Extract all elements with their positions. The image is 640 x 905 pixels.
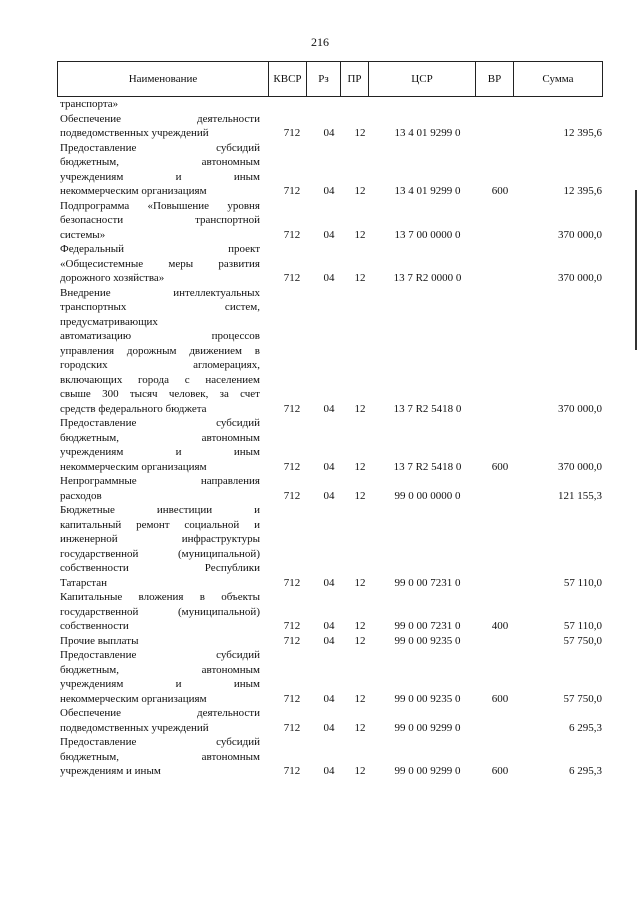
row-csr: 99 0 00 7231 0: [394, 576, 461, 589]
row-name-line: собственности Республики: [60, 562, 260, 574]
row-sum: 57 110,0: [563, 620, 602, 632]
table-header: [57, 61, 603, 97]
row-kvsr: 712: [283, 620, 301, 632]
row-sum: 57 750,0: [563, 692, 602, 705]
row-kvsr: 712: [283, 402, 301, 415]
row-csr: 13 7 R2 5418 0: [393, 402, 462, 415]
row-csr: 99 0 00 0000 0: [394, 489, 461, 502]
row-rz: 04: [323, 228, 335, 241]
table-row: [60, 199, 602, 243]
row-pr: 12: [354, 228, 366, 241]
row-name-line: учреждениям и иным: [60, 765, 161, 777]
row-kvsr: 712: [283, 228, 301, 241]
row-pr: 12: [354, 692, 366, 705]
row-csr: 99 0 00 9235 0: [394, 634, 461, 647]
row-name: [60, 706, 264, 735]
row-name-line: управления дорожным движением в: [60, 344, 260, 357]
row-name: [60, 634, 264, 649]
row-name-line: предусматривающих: [60, 315, 158, 328]
row-name: [60, 286, 264, 417]
row-vr: 400: [491, 620, 509, 632]
row-sum: 370 000,0: [558, 272, 602, 284]
row-name: [60, 199, 264, 243]
row-name-line: учреждениям и иным: [60, 446, 260, 458]
row-sum: 6 295,3: [569, 721, 602, 734]
row-pr: 12: [354, 620, 366, 632]
row-name-line: подведомственных учреждений: [60, 127, 209, 139]
row-name-line: расходов: [60, 489, 102, 502]
row-rz: 04: [323, 460, 335, 473]
row-name-line: Предоставление субсидий: [60, 141, 260, 154]
row-csr: 13 7 R2 5418 0: [393, 460, 462, 473]
table-row: [60, 97, 602, 112]
row-name-line: Бюджетные инвестиции и: [60, 504, 260, 516]
header-kvsr: КВСР: [268, 62, 306, 96]
row-name: [60, 590, 264, 634]
row-pr: 12: [354, 489, 366, 502]
row-name-line: безопасности транспортной: [60, 214, 260, 226]
table-row: [60, 735, 602, 779]
row-name-line: бюджетным, автономным: [60, 663, 260, 676]
row-vr: 600: [491, 765, 509, 777]
row-name-line: некоммерческим организациям: [60, 692, 207, 705]
row-pr: 12: [354, 185, 366, 197]
row-csr: 99 0 00 9299 0: [394, 721, 461, 734]
row-name-line: свыше 300 тысяч человек, за счет: [60, 388, 260, 400]
row-pr: 12: [354, 127, 366, 139]
row-vr: 600: [491, 185, 509, 197]
row-kvsr: 712: [283, 765, 301, 777]
row-rz: 04: [323, 185, 335, 197]
table-body: [60, 97, 602, 779]
row-vr: 600: [491, 460, 509, 473]
row-name: [60, 503, 264, 590]
row-name-line: учреждениям и иным: [60, 170, 260, 183]
table-row: [60, 112, 602, 141]
header-name: Наименование: [128, 73, 198, 85]
row-name-line: городских агломерациях,: [60, 359, 260, 371]
row-name-line: автоматизацию процессов: [60, 330, 260, 342]
row-pr: 12: [354, 576, 366, 589]
row-name-line: дорожного хозяйства»: [60, 272, 165, 284]
row-name: [60, 735, 264, 779]
row-name-line: бюджетным, автономным: [60, 431, 260, 444]
row-name-line: бюджетным, автономным: [60, 750, 260, 763]
row-kvsr: 712: [283, 576, 301, 589]
row-name: [60, 242, 264, 286]
row-name-line: транспорта»: [60, 98, 119, 110]
table-row: [60, 286, 602, 417]
row-name-line: средств федерального бюджета: [60, 402, 207, 415]
row-pr: 12: [354, 402, 366, 415]
row-kvsr: 712: [283, 721, 301, 734]
row-csr: 13 4 01 9299 0: [394, 185, 461, 197]
row-name-line: Предоставление субсидий: [60, 417, 260, 429]
row-name-line: Предоставление субсидий: [60, 736, 260, 748]
row-sum: 370 000,0: [558, 402, 602, 415]
row-rz: 04: [323, 634, 335, 647]
row-rz: 04: [323, 272, 335, 284]
row-pr: 12: [354, 272, 366, 284]
row-name-line: Обеспечение деятельности: [60, 707, 260, 719]
row-kvsr: 712: [283, 185, 301, 197]
row-kvsr: 712: [283, 460, 301, 473]
table-row: [60, 634, 602, 649]
page-number: 216: [311, 35, 329, 49]
row-csr: 99 0 00 9299 0: [394, 765, 461, 777]
table-row: [60, 242, 602, 286]
row-sum: 57 110,0: [563, 576, 602, 589]
row-name-line: Предоставление субсидий: [60, 649, 260, 661]
row-name-line: Подпрограмма «Повышение уровня: [60, 199, 260, 212]
row-pr: 12: [354, 460, 366, 473]
row-name-line: «Общесистемные меры развития: [60, 257, 260, 270]
row-kvsr: 712: [283, 634, 301, 647]
table-row: [60, 648, 602, 706]
row-name: [60, 97, 264, 112]
header-pr: ПР: [340, 62, 368, 96]
row-rz: 04: [323, 402, 335, 415]
table-row: [60, 706, 602, 735]
row-rz: 04: [323, 721, 335, 734]
row-kvsr: 712: [283, 489, 301, 502]
row-sum: 370 000,0: [558, 228, 602, 241]
row-rz: 04: [323, 489, 335, 502]
row-name: [60, 416, 264, 474]
row-sum: 57 750,0: [563, 634, 602, 647]
row-csr: 13 7 R2 0000 0: [393, 272, 462, 284]
row-name: [60, 474, 264, 503]
row-name: [60, 141, 264, 199]
row-vr: 600: [491, 692, 509, 705]
header-rz: Рз: [306, 62, 340, 96]
row-name: [60, 112, 264, 141]
header-sum: Сумма: [513, 62, 602, 96]
row-sum: 12 395,6: [563, 127, 602, 139]
row-kvsr: 712: [283, 692, 301, 705]
row-pr: 12: [354, 721, 366, 734]
row-name-line: транспортных систем,: [60, 301, 260, 313]
header-vr: ВР: [475, 62, 513, 96]
row-csr: 99 0 00 7231 0: [394, 620, 461, 632]
row-name-line: подведомственных учреждений: [60, 721, 209, 734]
row-rz: 04: [323, 692, 335, 705]
margin-line: [635, 190, 637, 350]
row-name-line: учреждениям и иным: [60, 678, 260, 690]
row-sum: 12 395,6: [563, 185, 602, 197]
row-name-line: некоммерческим организациям: [60, 185, 207, 197]
row-name-line: государственной (муниципальной): [60, 605, 260, 618]
row-name-line: собственности: [60, 620, 129, 632]
row-rz: 04: [323, 765, 335, 777]
row-csr: 13 4 01 9299 0: [394, 127, 461, 139]
table-row: [60, 503, 602, 590]
row-rz: 04: [323, 620, 335, 632]
row-rz: 04: [323, 127, 335, 139]
table-row: [60, 141, 602, 199]
row-name-line: некоммерческим организациям: [60, 460, 207, 473]
row-name-line: Татарстан: [60, 576, 107, 589]
row-name-line: инженерной инфраструктуры: [60, 533, 260, 545]
row-name-line: включающих города с населением: [60, 373, 260, 386]
table-row: [60, 590, 602, 634]
row-name-line: бюджетным, автономным: [60, 156, 260, 168]
row-name-line: Федеральный проект: [60, 243, 260, 255]
row-pr: 12: [354, 634, 366, 647]
row-name-line: Обеспечение деятельности: [60, 112, 260, 125]
table-row: [60, 416, 602, 474]
row-rz: 04: [323, 576, 335, 589]
row-csr: 13 7 00 0000 0: [394, 228, 461, 241]
row-name-line: Капитальные вложения в объекты: [60, 591, 260, 603]
row-sum: 6 295,3: [569, 765, 602, 777]
row-name-line: государственной (муниципальной): [60, 547, 260, 560]
row-kvsr: 712: [283, 272, 301, 284]
row-csr: 99 0 00 9235 0: [394, 692, 461, 705]
row-kvsr: 712: [283, 127, 301, 139]
row-name-line: Прочие выплаты: [60, 634, 139, 647]
row-name-line: Внедрение интеллектуальных: [60, 286, 260, 299]
header-csr: ЦСР: [368, 62, 475, 96]
row-name-line: системы»: [60, 228, 106, 241]
table-row: [60, 474, 602, 503]
row-name: [60, 648, 264, 706]
row-sum: 370 000,0: [558, 460, 602, 473]
row-sum: 121 155,3: [558, 489, 602, 502]
row-name-line: Непрограммные направления: [60, 475, 260, 487]
row-pr: 12: [354, 765, 366, 777]
row-name-line: капитальный ремонт социальной и: [60, 518, 260, 531]
